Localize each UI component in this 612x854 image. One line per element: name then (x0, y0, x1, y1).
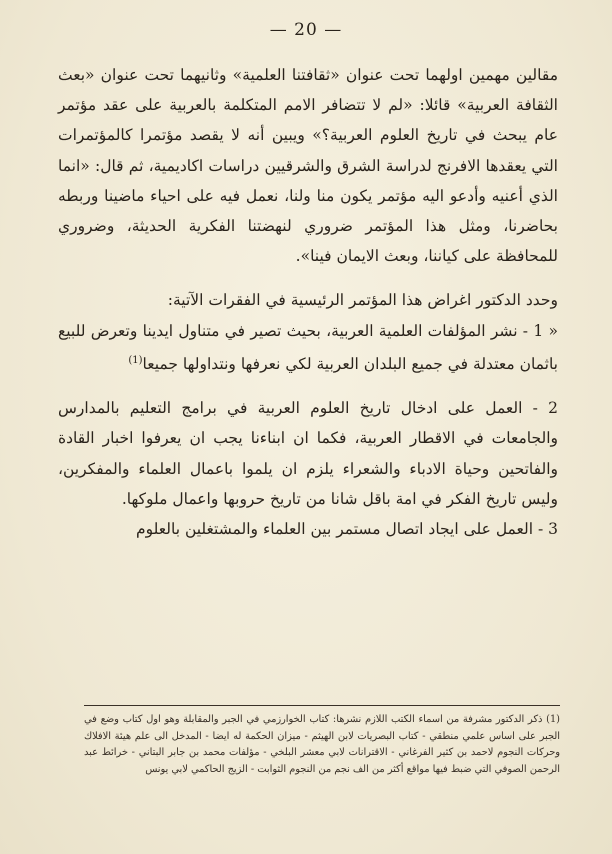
footnote: (1) ذكر الدكتور مشرفة من اسماء الكتب اللازم نشرها: كتاب الخوارزمي في الجبر والمقابلة وهو اول كتاب وضع في الجبر على اساس علمي منطقي - كتاب البصريات لابن الهيثم - ميزان الحكمة له ايضا - المدخل الى علم هيئة الافلاك وحركات النجوم لاحمد بن كثير الفرغاني - الاقترانات لابي معشر البلخي - مؤلفات محمد بن جابر البتاني - خرائط عبد الرحمن الصوفي التي ضبط فيها مواقع أكثر من الف نجم من النجوم الثوابت - الزيج الحاكمي لابي يونس (84, 714, 560, 775)
paragraph-item-1-text: « 1 - نشر المؤلفات العلمية العربية، بحيث تصير في متناول ايدينا وتعرض للبيع باثمان معتدلة في جميع البلدان العربية لكي نعرفها ونتداولها جميعا (58, 321, 558, 373)
body-text (58, 60, 558, 544)
paragraph-item-2: 2 - العمل على ادخال تاريخ العلوم العربية في برامج التعليم بالمدارس والجامعات في الاقطار العربية، فكما ان ابناءنا يجب ان يعرفوا اخبار القادة والفاتحين وحياة الادباء والشعراء يلزم ان يلموا باعمال العلماء والمفكرين، وليس تاريخ الفكر في امة باقل شانا من تاريخ حروبها واعمال ملوكها. (58, 399, 558, 508)
paragraph-conference-aims: وحدد الدكتور اغراض هذا المؤتمر الرئيسية في الفقرات الآتية: (167, 291, 558, 310)
footnote-separator (84, 705, 560, 706)
footnote-reference: (1) (128, 354, 143, 366)
page-number: — 20 — (269, 20, 343, 40)
paragraph-item-1 (58, 316, 558, 380)
paragraph-item-3: 3 - العمل على ايجاد اتصال مستمر بين العلماء والمشتغلين بالعلوم (136, 520, 558, 538)
paragraph-intro: مقالين مهمين اولهما تحت عنوان «ثقافتنا العلمية» وثانيهما تحت عنوان «بعث الثقافة العربية» قائلا: «لم لا تتضافر الامم المتكلمة بالعربية على عقد مؤتمر عام يبحث في تاريخ العلوم العربية؟» ويبين أنه لا يقصد مؤتمرا كالمؤتمرات التي يعقدها الافرنج لدراسة الشرق والشرقيين دراسات اكاديمية، ثم قال: «انما الذي أعنيه وأدعو اليه مؤتمر يكون منا ولنا، نعمل فيه على احياء ماضينا وربطه بحاضرنا، ومثل هذا المؤتمر ضروري لنهضتنا الفكرية الحديثة، وضروري للمحافظة على كياننا، وبعث الايمان فينا». (58, 66, 558, 266)
